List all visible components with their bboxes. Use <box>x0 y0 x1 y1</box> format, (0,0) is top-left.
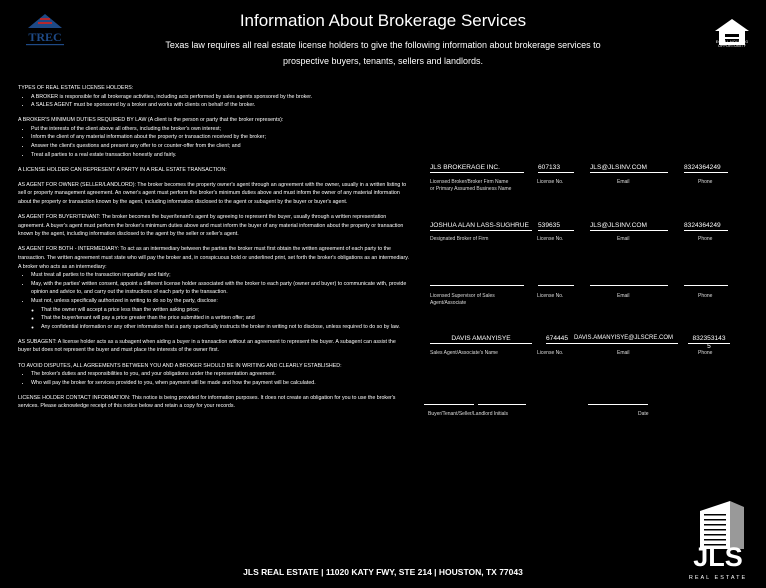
disputes-section <box>18 362 410 388</box>
subtitle-line-2: prospective buyers, tenants, sellers and landlords. <box>282 56 484 66</box>
eho-caption-line-1: EQUAL HOUSING <box>715 40 749 44</box>
supervisor-email-field[interactable] <box>590 276 668 286</box>
designated-email-label: Email <box>617 236 630 242</box>
intermediary-section <box>18 245 410 331</box>
owner-agent-section <box>18 181 410 207</box>
agent-phone-label: Phone <box>698 350 713 356</box>
duties-section <box>18 116 410 159</box>
jls-logo-text: JLS <box>693 542 743 572</box>
designated-email-field[interactable]: JLS@JLSINV.COM <box>590 221 668 231</box>
disclosure-text <box>18 84 410 411</box>
designated-name-field[interactable]: JOSHUA ALAN LASS-SUGHRUE <box>430 221 532 231</box>
list-item: • Put the interests of the client above all others, including the broker's own interest; <box>31 125 410 134</box>
initials-label: Buyer/Tenant/Seller/Landlord Initials <box>428 411 509 417</box>
eho-caption-line-2: OPPORTUNITY <box>717 44 747 48</box>
list-item: • Who will pay the broker for services provided to you, when payment will be made and how the payment will be calculated. <box>31 379 410 388</box>
broker-email-field[interactable]: JLS@JLSINV.COM <box>590 163 668 173</box>
footer-address: JLS REAL ESTATE | 11020 KATY FWY, STE 214 | HOUSTON, TX 77043 <box>243 567 523 577</box>
broker-license-field[interactable]: 607133 <box>538 163 574 173</box>
sub-list-item: ◦ That the owner will accept a price less than the written asking price; <box>41 306 410 315</box>
supervisor-license-field[interactable] <box>538 276 574 286</box>
list-item: • The broker's duties and responsibilities to you, and your obligations under the representation agreement. <box>31 370 410 379</box>
list-item: • A BROKER is responsible for all brokerage activities, including acts performed by sales agents sponsored by the broker. <box>31 93 410 102</box>
broker-name-field[interactable]: JLS BROKERAGE INC. <box>430 163 524 173</box>
agent-license-label: License No. <box>537 350 564 356</box>
duties-heading: A BROKER'S MINIMUM DUTIES REQUIRED BY LAW (A client is the person or party that the broker represents): <box>18 117 284 124</box>
types-heading: TYPES OF REAL ESTATE LICENSE HOLDERS: <box>18 85 134 91</box>
buyer-agent-section <box>18 213 410 239</box>
sub-list-item: ◦ Any confidential information or any other information that a party specifically instructs the broker in writing not to disclose, unless required to do so by law. <box>41 323 410 332</box>
owner-agent-text: AS AGENT FOR OWNER (SELLER/LANDLORD): The broker becomes the property owner's agent through an agreement with the owner, usually in a written listing to sell or property management agreement. An owner's agent must perform the broker's minimum duties above and must inform the owner of any material information about the property or transaction known by the agent, including information disclosed to the agent or subagent by the buyer or buyer's agent. <box>18 181 407 206</box>
supervisor-label-line-2: Agent/Associate <box>430 300 467 306</box>
broker-license-label: License No. <box>537 179 564 185</box>
list-item: • A SALES AGENT must be sponsored by a broker and works with clients on behalf of the broker. <box>31 101 410 110</box>
supervisor-email-label: Email <box>617 293 630 299</box>
designated-license-field[interactable]: 539635 <box>538 221 574 231</box>
buyer-agent-text: AS AGENT FOR BUYER/TENANT: The broker becomes the buyer/tenant's agent by agreeing to represent the buyer, usually through a written representation agreement. A buyer's agent must perform the broker's minimum duties above and must inform the buyer of any material information about the property or transaction known by the agent, including information disclosed to the agent by the seller or seller's agent. <box>18 214 404 238</box>
types-section <box>18 84 410 110</box>
initials-field-1[interactable] <box>424 404 474 405</box>
trec-logo-text: TREC <box>28 30 62 44</box>
list-item: • Must treat all parties to the transaction impartially and fairly; <box>31 271 410 280</box>
agent-phone-line-1: 832353143 <box>688 334 730 344</box>
agent-phone-line-2: 5 <box>707 343 711 350</box>
intermediary-text: AS AGENT FOR BOTH - INTERMEDIARY: To act as an intermediary between the parties the broker must first obtain the written agreement of each party to the transaction. The written agreement must state who will pay the broker and, in conspicuous bold or underlined print, set forth the broker's obligations as an intermediary. A broker who acts as an intermediary: <box>18 246 409 270</box>
broker-email-label: Email <box>617 179 630 185</box>
broker-name-label-line-2: or Primary Assumed Business Name <box>430 186 512 192</box>
list-item: • May, with the parties' written consent, appoint a different license holder associated with the broker to each party (owner and buyer) to communicate with, provide opinion and advice to, and carry out the instructions of each party to the transaction. <box>31 280 410 297</box>
subagent-section <box>18 338 410 355</box>
represent-section <box>18 166 410 175</box>
disputes-heading: TO AVOID DISPUTES, ALL AGREEMENTS BETWEEN YOU AND A BROKER SHOULD BE IN WRITING AND CLEARLY ESTABLISHED: <box>18 362 342 369</box>
agent-email-field[interactable]: DAVIS.AMANYISYE@JLSCRE.COM <box>574 334 678 344</box>
broker-phone-label: Phone <box>698 179 713 185</box>
trec-logo <box>22 12 68 48</box>
supervisor-phone-label: Phone <box>698 293 713 299</box>
agent-phone-field[interactable] <box>688 334 730 350</box>
supervisor-phone-field[interactable] <box>684 276 728 286</box>
subagent-text: AS SUBAGENT: A license holder acts as a subagent when aiding a buyer in a transaction without an agreement to represent the buyer. A subagent can assist the buyer but does not represent the buyer and must place the interests of the owner first. <box>18 338 396 354</box>
list-item: • Treat all parties to a real estate transaction honestly and fairly. <box>31 151 410 160</box>
supervisor-license-label: License No. <box>537 293 564 299</box>
jls-logo-subtext: REAL ESTATE <box>688 575 748 581</box>
broker-name-label <box>430 179 540 193</box>
initials-field-2[interactable] <box>478 404 526 405</box>
date-label: Date <box>638 411 649 417</box>
designated-phone-label: Phone <box>698 236 713 242</box>
page-subtitle <box>120 37 646 69</box>
designated-phone-field[interactable]: 8324364249 <box>684 221 728 231</box>
date-field[interactable] <box>588 404 648 405</box>
supervisor-name-field[interactable] <box>430 276 524 286</box>
list-item: • Answer the client's questions and present any offer to or counter-offer from the client; and <box>31 142 410 151</box>
designated-license-label: License No. <box>537 236 564 242</box>
broker-name-label-line-1: Licensed Broker/Broker Firm Name <box>430 179 509 185</box>
supervisor-name-label <box>430 293 530 307</box>
agent-email-label: Email <box>617 350 630 356</box>
sub-list-item: ◦ That the buyer/tenant will pay a price greater than the price submitted in a written offer; and <box>41 314 410 323</box>
agent-license-field[interactable]: 674445 <box>546 334 574 344</box>
page-title: Information About Brokerage Services <box>239 11 527 30</box>
equal-housing-caption <box>706 40 758 48</box>
broker-phone-field[interactable]: 8324364249 <box>684 163 728 173</box>
contact-info-section <box>18 394 410 411</box>
contact-info-text: LICENSE HOLDER CONTACT INFORMATION: This notice is being provided for information purposes. It does not create an obligation for you to use the broker's services. Please acknowledge receipt of this notice below and retain a copy for your records. <box>18 394 396 410</box>
list-item <box>31 297 410 331</box>
agent-name-label: Sales Agent/Associate's Name <box>430 350 498 356</box>
designated-name-label: Designated Broker of Firm <box>430 236 489 242</box>
subtitle-line-1: Texas law requires all real estate license holders to give the following information about brokerage services to <box>165 40 601 50</box>
list-item: • Inform the client of any material information about the property or transaction received by the broker; <box>31 133 410 142</box>
represent-heading: A LICENSE HOLDER CAN REPRESENT A PARTY IN A REAL ESTATE TRANSACTION: <box>18 166 227 173</box>
supervisor-label-line-1: Licensed Supervisor of Sales <box>430 293 495 299</box>
list-item-text: Must not, unless specifically authorized in writing to do so by the party, disclose: <box>31 297 218 304</box>
agent-name-field[interactable]: DAVIS AMANYISYE <box>430 334 532 344</box>
